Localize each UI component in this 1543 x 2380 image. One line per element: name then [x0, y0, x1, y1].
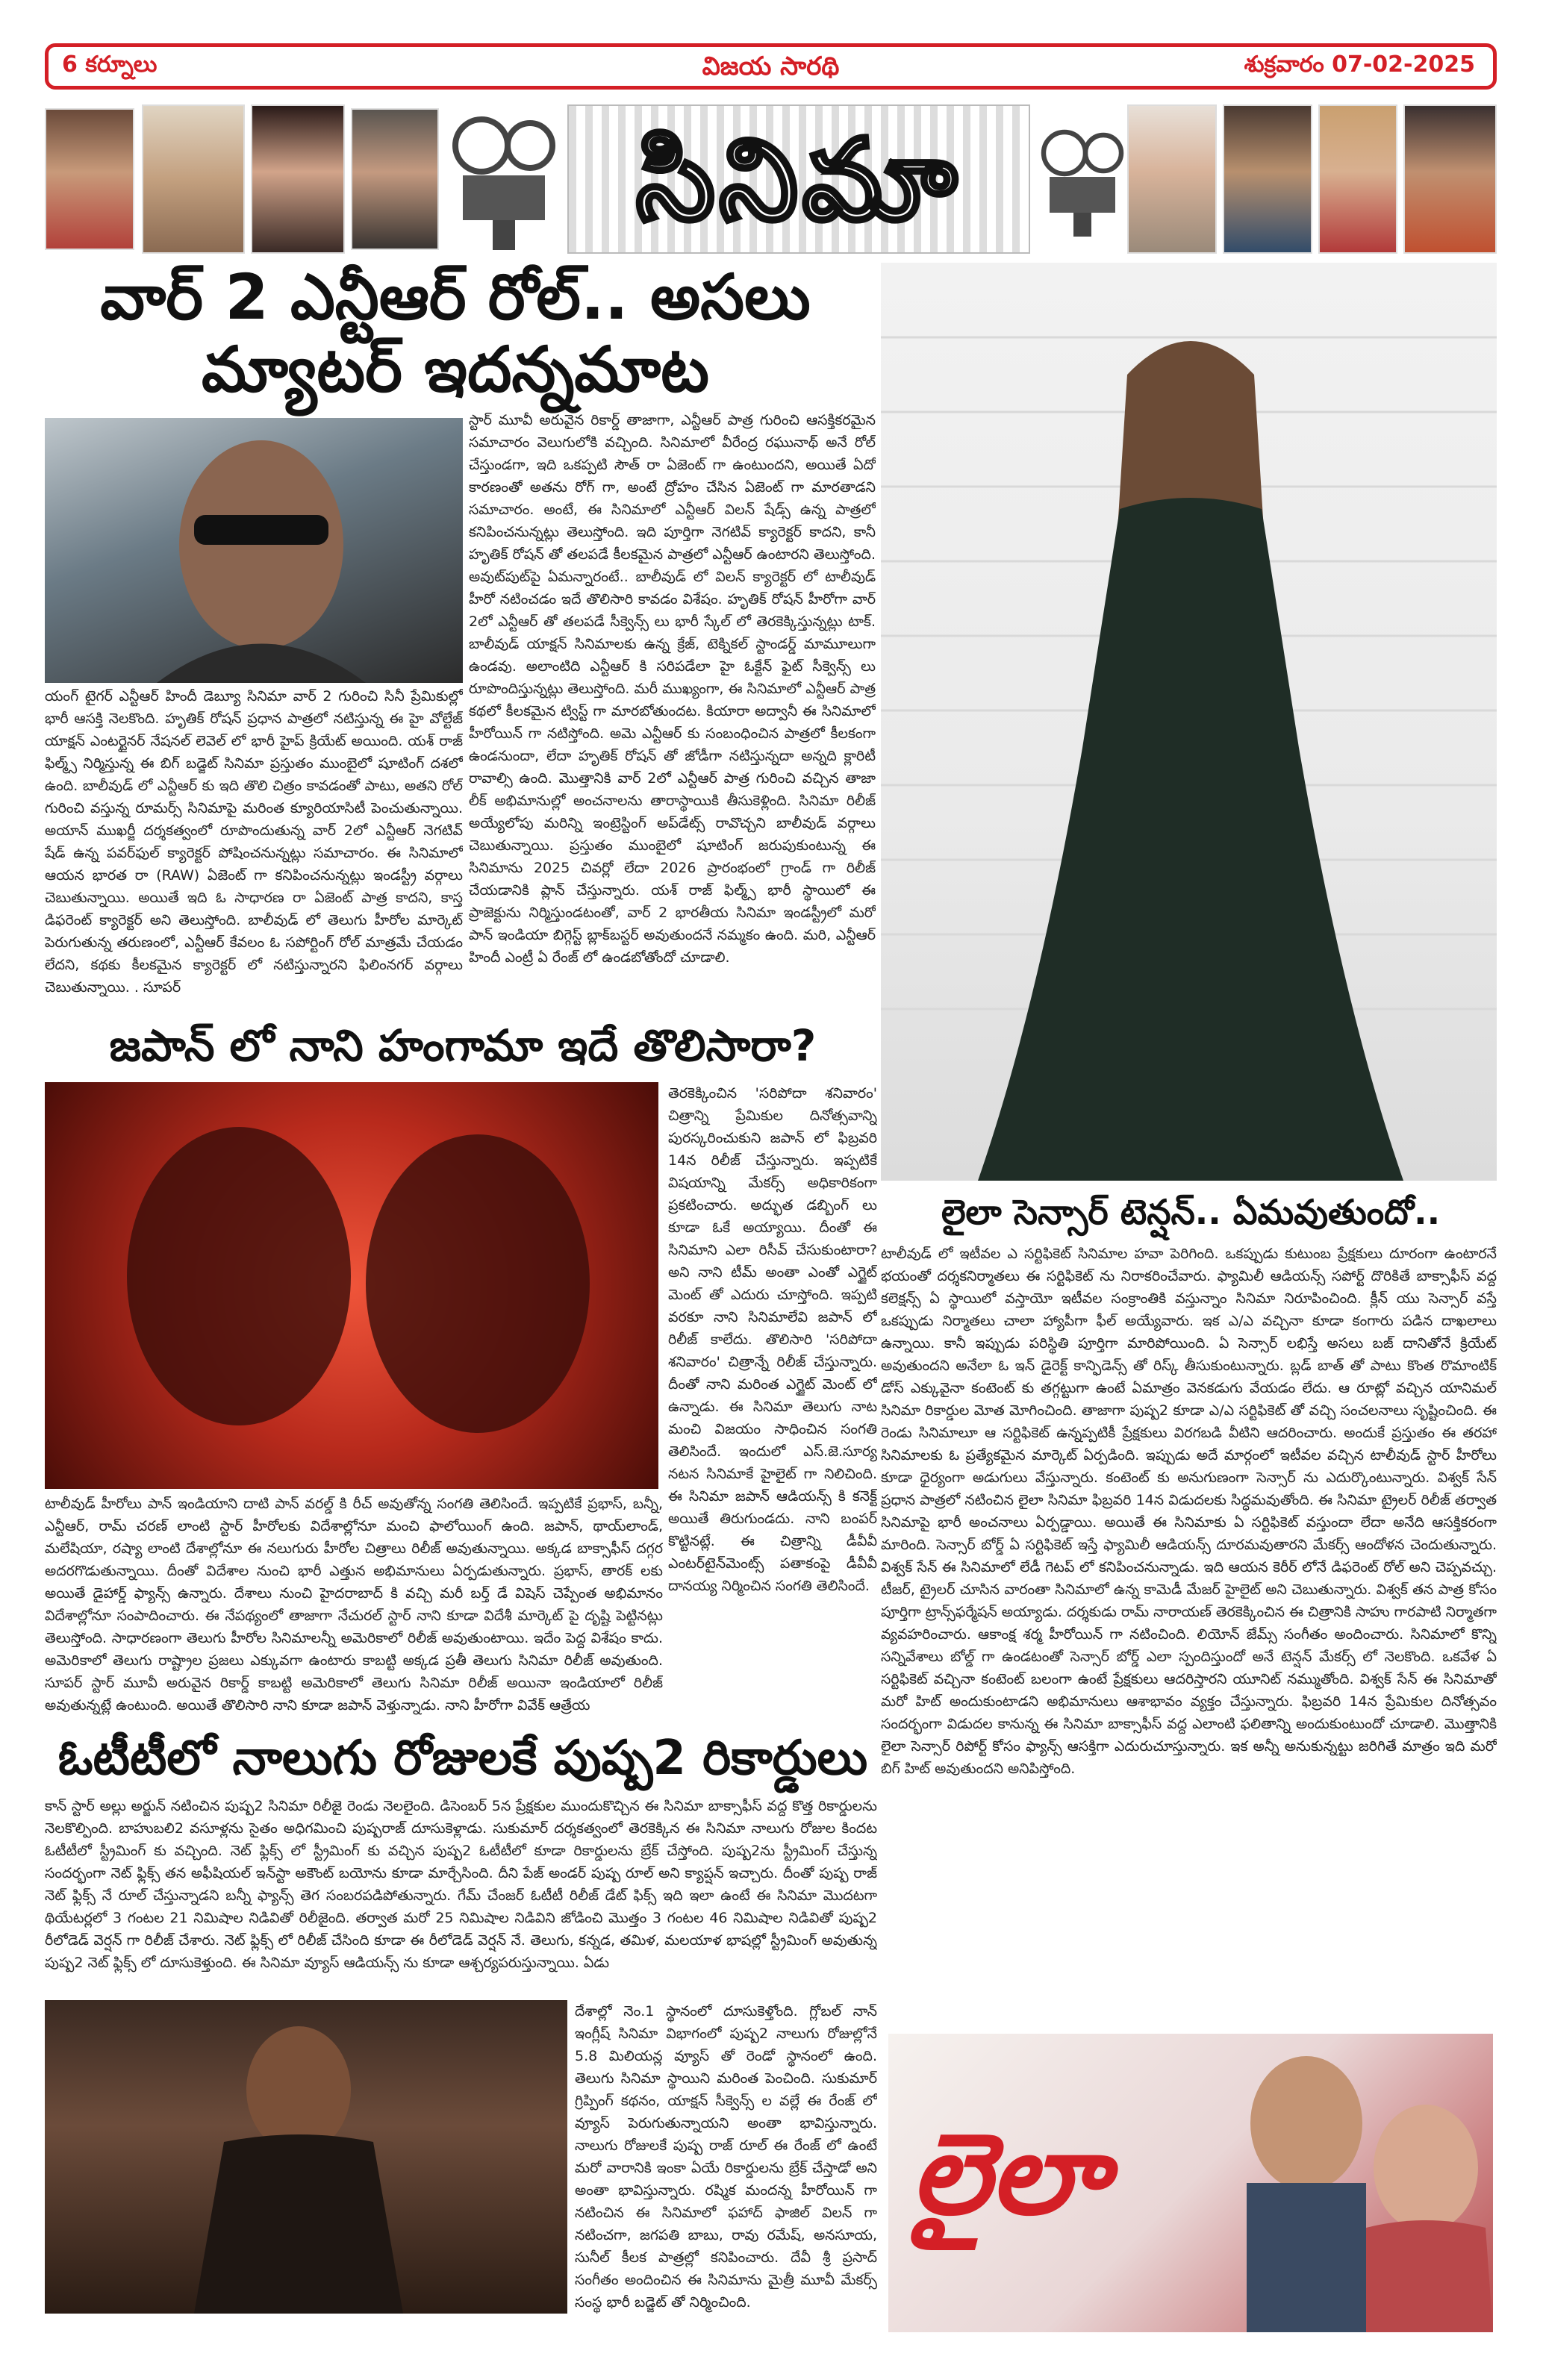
laila-text: టాలీవుడ్ లో ఇటీవల ఎ సర్టిఫికెట్ సినిమాల హవా పెరిగింది. ఒకప్పుడు కుటుంబ ప్రేక్షకులు దూరంగా ఉంటారనే భయంతో దర్శకనిర్మాతలు ఈ సర్టిఫికెట్ ను నిరాకరించేవారు. ఫ్యామిలీ ఆడియన్స్ సపోర్ట్ దొరికితే బాక్సాఫీస్ వద్ద కలెక్షన్స్ ఏ స్థాయిలో వస్తాయో ఇటీవల సంక్రాంతికి వస్తున్నాం సినిమా నిరూపించింది. క్లీన్ యు సెన్సార్ వస్తే ఒకప్పుడు నిర్మాతలు చాలా హ్యాపీగా ఫీల్ అయ్యేవారు. ఇక ఎ/ఎ వచ్చినా కూడా కంగారు పడిన దాఖలాలు ఉన్నాయి. కానీ ఇప్పుడు పరిస్థితి పూర్తిగా మారిపోయింది. ఏ సెన్సార్ లభిస్తే అసలు బజ్ దానితోనే క్రియేట్ అవుతుందని అనేలా ఓ ఇన్ డైరెక్ట్ కాన్ఫిడెన్స్ తో రిస్క్ తీసుకుంటున్నారు. బ్లడ్ బాత్ తో పాటు కొంత రొమాంటిక్ డోస్ ఎక్కువైనా కంటెంట్ కు తగ్గట్టుగా ఉంటే ఏమాత్రం వెనకడుగు వేయడం లేదు. ఆ రూట్లో వచ్చిన యానిమల్ సినిమా రికార్డుల మోత మోగించింది. తాజాగా పుష్ప2 కూడా ఎ/ఎ సర్టిఫికెట్ తో వచ్చి సంచలనాలు సృష్టించింది. ఈ రెండు సినిమాలూ ఆ సర్టిఫికెట్ ఉన్నప్పటికీ ప్రేక్షకులు విరగబడి వీటిని ఆదరించారు. అందుకే ప్రస్తుతం ఈ తరహా సినిమాలకు ఓ ప్రత్యేకమైన మార్కెట్ ఏర్పడింది. ఇప్పుడు అదే మార్గంలో ఇటీవల వచ్చిన టాలీవుడ్ స్టార్ హీరోలు కూడా ధైర్యంగా అడుగులు వేస్తున్నారు. కంటెంట్ కు అనుగుణంగా సెన్సార్ ను ఎదుర్కొంటున్నారు. విశ్వక్ సేన్ ప్రధాన పాత్రలో నటించిన లైలా సినిమా ఫిబ్రవరి 14న విడుదలకు సిద్ధమవుతోంది. ఈ సినిమా ట్రైలర్ రిలీజ్ తర్వాత సినిమాపై భారీ అంచనాలు ఏర్పడ్డాయి. అయితే ఈ సినిమాకు ఏ సర్టిఫికెట్ వస్తుందా లేదా అనేది ఆసక్తికరంగా మారింది. సెన్సార్ బోర్డ్ ఏ సర్టిఫికెట్ ఇస్తే ఫ్యామిలీ ఆడియన్స్ దూరమవుతారని మేకర్స్ ఆందోళన చెందుతున్నారు. విశ్వక్ సేన్ ఈ సినిమాలో లేడీ గెటప్ లో కనిపించనున్నాడు. ఇది ఆయన కెరీర్ లోనే డిఫరెంట్ రోల్ అని చెప్పవచ్చు. టీజర్, ట్రైలర్ చూసిన వారంతా సినిమాలో ఉన్న కామెడీ మేజర్ హైలైట్ అని చెబుతున్నారు. విశ్వక్ తన పాత్ర కోసం పూర్తిగా ట్రాన్స్‌ఫర్మేషన్ అయ్యాడు. దర్శకుడు రామ్ నారాయణ్ తెరకెక్కించిన ఈ చిత్రానికి సాహు గారపాటి నిర్మాతగా వ్యవహరించారు. ఆకాంక్ష శర్మ హీరోయిన్ గా నటించింది. లియోన్ జేమ్స్ సంగీతం అందించారు. సినిమాలో కొన్ని సన్నివేశాలు బోల్డ్ గా ఉండటంతో సెన్సార్ బోర్డ్ ఎలా స్పందిస్తుందో అనే టెన్షన్ మేకర్స్ లో నెలకొంది. ఒకవేళ ఏ సర్టిఫికెట్ వచ్చినా కంటెంట్ బలంగా ఉంటే ప్రేక్షకులు ఆదరిస్తారని యూనిట్ నమ్ముతోంది. విశ్వక్ సేన్ ఈ సినిమాతో మరో హిట్ అందుకుంటాడని అభిమానులు ఆశాభావం వ్యక్తం చేస్తున్నారు. ఫిబ్రవరి 14న ప్రేమికుల దినోత్సవం సందర్భంగా విడుదల కానున్న ఈ సినిమా బాక్సాఫీస్ వద్ద ఎలాంటి ఫలితాన్ని అందుకుంటుందో చూడాలి. మొత్తానికి లైలా సెన్సార్ రిపోర్ట్ కోసం ఫ్యాన్స్ ఆసక్తిగా ఎదురుచూస్తున్నారు. ఇక అన్నీ అనుకున్నట్టు జరిగితే మాత్రం ఇది మరో బిగ్ హిట్ అవుతుందని అనిపిస్తోంది.	[881, 1246, 1497, 1778]
actress-photo	[881, 263, 1497, 1181]
pushpa-text-top: కాన్ స్టార్ అల్లు అర్జున్ నటించిన పుష్ప2 సినిమా రిలీజై రెండు నెలలైంది. డిసెంబర్ 5న ప్రేక్షకుల ముందుకొచ్చిన ఈ సినిమా బాక్సాఫీస్ వద్ద కొత్త రికార్డులను నెలకొల్పింది. బాహుబలి2 వసూళ్లను సైతం అధిగమించి పుష్పరాజ్ దూసుకెళ్లాడు. సుకుమార్ దర్శకత్వంలో తెరకెక్కిన ఈ సినిమా నాలుగు రోజుల కిందట ఓటీటీలో స్ట్రీమింగ్ కు వచ్చింది. నెట్ ఫ్లిక్స్ లో స్ట్రీమింగ్ కు వచ్చిన పుష్ప2 ఓటీటీలో కూడా రికార్డులను బ్రేక్ చేస్తోంది. పుష్ప2ను స్ట్రీమింగ్ చేస్తున్న సందర్భంగా నెట్ ఫ్లిక్స్ తన అఫీషియల్ ఇన్‌స్టా అకౌంట్ బయోను కూడా మార్చేసింది. దీని పేజ్ అండర్ పుష్ప రూల్ అని క్యాప్షన్ ఇచ్చారు. దీంతో పుష్ప రాజ్ నెట్ ఫ్లిక్స్ నే రూల్ చేస్తున్నాడని బన్నీ ఫ్యాన్స్ తెగ సంబరపడిపోతున్నారు. గేమ్ చేంజర్ ఓటీటీ రిలీజ్ డేట్ ఫిక్స్ ఇది ఇలా ఉంటే ఈ సినిమా మొదటగా థియేటర్లలో 3 గంటల 21 నిమిషాల నిడివితో రిలీజైంది. తర్వాత మరో 25 నిమిషాల నిడివిని జోడించి మొత్తం 3 గంటల 46 నిమిషాల నిడివితో పుష్ప2 రీలోడెడ్ వెర్షన్ గా రిలీజ్ చేశారు. నెట్ ఫ్లిక్స్ లో రిలీజ్ చేసింది కూడా ఈ రీలోడెడ్ వెర్షన్ నే. తెలుగు, కన్నడ, తమిళ, మలయాళ భాషల్లో స్ట్రీమింగ్ అవుతున్న పుష్ప2 నెట్ ఫ్లిక్స్ లో దూసుకెళ్తుంది. ఈ సినిమా వ్యూస్ ఆడియన్స్ ను కూడా ఆశ్చర్యపరుస్తున్నాయి. ఏడు	[45, 1798, 877, 1972]
war2-text-right: స్టార్ మూవీ అరువైన రికార్డ్ తాజాగా, ఎన్టీఆర్ పాత్ర గురించి ఆసక్తికరమైన సమాచారం వెలుగులోకి వచ్చింది. సినిమాలో వీరేంద్ర రఘునాథ్ అనే రోల్ చేస్తుండగా, ఇది ఒకప్పటి సౌత్ రా ఏజెంట్ గా ఉంటుందని, అయితే ఏదో కారణంతో అతను రోగ్ గా, అంటే ద్రోహం చేసిన ఏజెంట్ గా మారతాడని సమాచారం. అంటే, ఈ సినిమాలో ఎన్టీఆర్ విలన్ షేడ్స్ ఉన్న పాత్రలో కనిపించనున్నట్లు తెలుస్తోంది. ఇది పూర్తిగా నెగటివ్ క్యారెక్టర్ కాదని, కానీ హృతిక్ రోషన్ తో తలపడే కీలకమైన పాత్రలో ఎన్టీఆర్ ఉంటారని తెలుస్తోంది. అవుట్‌పుట్‌పై ఏమన్నారంటే.. బాలీవుడ్ లో విలన్ క్యారెక్టర్ లో టాలీవుడ్ హీరో నటించడం ఇదే తొలిసారి కావడం విశేషం. హృతిక్ రోషన్ హీరోగా వార్ 2లో ఎన్టీఆర్ తో తలపడే సీక్వెన్స్ లు భారీ స్కేల్ లో తెరకెక్కిస్తున్నట్లు టాక్. బాలీవుడ్ యాక్షన్ సినిమాలకు ఉన్న క్రేజ్, టెక్నికల్ స్టాండర్డ్ మామూలుగా ఉండవు. అలాంటిది ఎన్టీఆర్ కి సరిపడేలా హై ఓక్టేన్ ఫైట్ సీక్వెన్స్ లు రూపొందిస్తున్నట్లు తెలుస్తోంది. మరీ ముఖ్యంగా, ఈ సినిమాలో ఎన్టీఆర్ పాత్ర కథలో కీలకమైన ట్విస్ట్ గా మారబోతుందట. కియారా అద్వానీ ఈ సినిమాలో హీరోయిన్ గా నటిస్తోంది. అమె ఎన్టీఆర్ కు సంబంధించిన పాత్రలో కీలకంగా ఉండనుందా, లేదా హృతిక్ రోషన్ తో జోడీగా నటిస్తున్నదా అన్నది క్లారిటీ రావాల్సి ఉంది. మొత్తానికి వార్ 2లో ఎన్టీఆర్ పాత్ర గురించి వచ్చిన తాజా లీక్ అభిమానుల్లో అంచనాలను తారాస్థాయికి తీసుకెళ్లింది. సినిమా రిలీజ్ అయ్యేలోపు మరిన్ని ఇంట్రెస్టింగ్ అప్‌డేట్స్ రావొచ్చని బాలీవుడ్ వర్గాలు చెబుతున్నాయి. ప్రస్తుతం ముంబైలో షూటింగ్ జరుపుకుంటున్న ఈ సినిమాను 2025 చివర్లో లేదా 2026 ప్రారంభంలో గ్రాండ్ గా రిలీజ్ చేయడానికి ప్లాన్ చేస్తున్నారు. యశ్ రాజ్ ఫిల్మ్స్ భారీ స్థాయిలో ఈ ప్రాజెక్టును నిర్మిస్తుండటంతో, వార్ 2 భారతీయ సినిమా ఇండస్ట్రీలో మరో పాన్ ఇండియా బిగ్గెస్ట్ బ్లాక్‌బస్టర్ అవుతుందనే నమ్మకం ఉంది. మరి, ఎన్టీఆర్ హిందీ ఎంట్రీ ఏ రేంజ్ లో ఉండబోతోందో చూడాలి.	[469, 412, 876, 966]
banner-portrait-8	[1403, 104, 1497, 254]
banner-portrait-5	[1127, 104, 1217, 254]
header-bar	[45, 43, 1497, 90]
banner-portrait-2	[142, 104, 245, 254]
issue-date: శుక్రవారం 07-02-2025	[1244, 51, 1475, 78]
banner-portrait-7	[1318, 104, 1397, 254]
saripodhaa-sanivaaram-still	[45, 1082, 658, 1489]
section-title: సినిమా	[636, 116, 961, 246]
japan-text-bottom: టాలీవుడ్ హీరోలు పాన్ ఇండియాని దాటి పాన్ వరల్డ్ కి రీచ్ అవుతోన్న సంగతి తెలిసిందే. ఇప్పటికే ప్రభాస్, బన్నీ, ఎన్టీఆర్, రామ్ చరణ్ లాంటి స్టార్ హీరోలకు విదేశాల్లోనూ మంచి ఫాలోయింగ్ ఉంది. జపాన్, థాయ్‌లాండ్, మలేషియా, రష్యా లాంటి దేశాల్లోనూ ఈ నలుగురు హీరోల చిత్రాలు రిలీజ్ అవుతున్నాయి. అక్కడ బాక్సాఫీస్ దగ్గర అదరగొడుతున్నాయి. దీంతో విదేశాల నుంచి భారీ ఎత్తున అభిమానులు ఏర్పడుతున్నారు. ప్రభాస్, తారక్ లకు అయితే డైహార్డ్ ఫ్యాన్స్ ఉన్నారు. దేశాలు నుంచి హైదరాబాద్ కి వచ్చి మరీ బర్త్ డే విషెస్ చెప్పేంత అభిమానం విదేశాల్లోనూ సంపాదించారు. ఈ నేపథ్యంలో తాజాగా నేచురల్ స్టార్ నాని కూడా విదేశీ మార్కెట్ పై దృష్టి పెట్టినట్లు తెలుస్తోంది. సాధారణంగా తెలుగు హీరోల సినిమాలన్నీ అమెరికాలో రిలీజ్ అవుతుంటాయి. ఇదేం పెద్ద విశేషం కాదు. అమెరికాలో తెలుగు రాష్ట్రాల ప్రజలు ఎక్కువగా ఉంటారు కాబట్టి అక్కడ ప్రతీ తెలుగు సినిమా రిలీజ్ అవుతుంది. సూపర్ స్టార్ మూవీ అరువైన రికార్డ్ కాబట్టి అమెరికాలో తెలుగు సినిమా రిలీజ్ అయినా ఇండియాలో రిలీజ్ అవుతున్నట్లే ఉంటుంది. అయితే తొలిసారి నాని కూడా జపాన్ వెళ్తున్నాడు. నాని హీరోగా వివేక్ ఆత్రేయ	[45, 1496, 663, 1714]
banner-portrait-6	[1223, 104, 1312, 254]
war2-text-left: యంగ్ టైగర్ ఎన్టీఆర్ హిందీ డెబ్యూ సినిమా వార్ 2 గురించి సినీ ప్రేమికుల్లో భారీ ఆసక్తి నెలకొంది. హృతిక్ రోషన్ ప్రధాన పాత్రలో నటిస్తున్న ఈ హై వోల్టేజ్ యాక్షన్ ఎంటర్టైనర్ నేషనల్ లెవెల్ లో భారీ హైప్ క్రియేట్ అయింది. యశ్ రాజ్ ఫిల్మ్స్ నిర్మిస్తున్న ఈ బిగ్ బడ్జెట్ సినిమా ప్రస్తుతం ముంబైలో షూటింగ్ దశలో ఉంది. బాలీవుడ్ లో ఎన్టీఆర్ కు ఇది తొలి చిత్రం కావడంతో పాటు, అతని రోల్ గురించి వస్తున్న రూమర్స్ సినిమాపై మరింత క్యూరియాసిటీ పెంచుతున్నాయి. అయాన్ ముఖర్జీ దర్శకత్వంలో రూపొందుతున్న వార్ 2లో ఎన్టీఆర్ నెగటివ్ షేడ్ ఉన్న పవర్‌ఫుల్ క్యారెక్టర్ పోషించనున్నట్లు సమాచారం. ఈ సినిమాలో ఆయన భారత రా (RAW) ఏజెంట్ గా కనిపించనున్నట్లు ఇండస్ట్రీ వర్గాలు చెబుతున్నాయి. అయితే ఇది ఓ సాధారణ రా ఏజెంట్ పాత్ర కాదని, కాస్త డిఫరెంట్ క్యారెక్టర్ అని తెలుస్తోంది. బాలీవుడ్ లో తెలుగు హీరోల మార్కెట్ పెరుగుతున్న తరుణంలో, ఎన్టీఆర్ కేవలం ఓ సపోర్టింగ్ రోల్ మాత్రమే చేయడం లేదని, కథకు కీలకమైన క్యారెక్టర్ లో నటిస్తున్నారని ఫిలింనగర్ వర్గాలు చెబుతున్నాయి. . సూపర్	[45, 688, 463, 996]
banner-portrait-1	[45, 108, 134, 250]
laila-logo-text: లైలా	[911, 2108, 1108, 2240]
japan-text-right: తెరకెక్కించిన 'సరిపోదా శనివారం' చిత్రాన్ని ప్రేమికుల దినోత్సవాన్ని పురస్కరించుకుని జపాన్ లో ఫిబ్రవరి 14న రిలీజ్ చేస్తున్నారు. ఇప్పటికే విషయాన్ని మేకర్స్ అధికారికంగా ప్రకటించారు. అద్భుత డబ్బింగ్ లు కూడా ఓకే అయ్యాయి. దీంతో ఈ సినిమాని ఎలా రిసీవ్ చేసుకుంటారా? అని నాని టీమ్ అంతా ఎంతో ఎగ్జైట్ మెంట్ తో ఎదురు చూస్తోంది. ఇప్పటి వరకూ నాని సినిమాలేవి జపాన్ లో రిలీజ్ కాలేదు. తొలిసారి 'సరిపోదా శనివారం' చిత్రాన్నే రిలీజ్ చేస్తున్నారు. దీంతో నాని మరింత ఎగ్జైట్ మెంట్ లో ఉన్నాడు. ఈ సినిమా తెలుగు నాట మంచి విజయం సాధించిన సంగతి తెలిసిందే. ఇందులో ఎస్.జె.సూర్య నటన సినిమాకే హైలైట్ గా నిలిచింది. ఈ సినిమా జపాన్ ఆడియన్స్ కి కనెక్ట్ అయితే తిరుగుండదు. నాని బంపర్ కొట్టినట్లే. ఈ చిత్రాన్ని డీవీవీ ఎంటర్‌టైన్‌మెంట్స్ పతాకంపై డీవీవీ దానయ్య నిర్మించిన సంగతి తెలిసిందే.	[668, 1085, 877, 1595]
newspaper-name: విజయ సారథి	[702, 51, 840, 81]
laila-poster	[888, 2034, 1493, 2332]
page-number-city: 6 కర్నూలు	[62, 51, 158, 78]
film-projector-icon	[448, 112, 560, 254]
banner-portrait-4	[351, 108, 439, 250]
japan-nani-headline: జపాన్ లో నాని హంగామా ఇదే తొలిసారా?	[109, 1020, 817, 1071]
banner-portrait-3	[251, 104, 345, 254]
jr-ntr-photo	[45, 418, 463, 683]
pushpa2-ott-headline: ఓటీటీలో నాలుగు రోజులకే పుష్ప2 రికార్డులు	[57, 1731, 868, 1786]
cinema-section-banner	[567, 104, 1030, 254]
laila-headline: లైలా సెన్సార్ టెన్షన్.. ఏమవుతుందో..	[941, 1192, 1441, 1232]
war2-headline: వార్ 2 ఎన్టీఆర్ రోల్.. అసలు మ్యాటర్ ఇదన్నమాట	[100, 260, 811, 406]
pushpa-text-right: దేశాల్లో నెం.1 స్థానంలో దూసుకెళ్తోంది. గ్లోబల్ నాన్ ఇంగ్లీష్ సినిమా విభాగంలో పుష్ప2 నాలుగు రోజుల్లోనే 5.8 మిలియన్ల వ్యూస్ తో రెండో స్థానంలో ఉంది. తెలుగు సినిమా స్థాయిని మరింత పెంచింది. సుకుమార్ గ్రిప్పింగ్ కథనం, యాక్షన్ సీక్వెన్స్ ల వల్లే ఈ రేంజ్ లో వ్యూస్ పెరుగుతున్నాయని అంతా భావిస్తున్నారు. నాలుగు రోజులకే పుష్ప రాజ్ రూల్ ఈ రేంజ్ లో ఉంటే మరో వారానికి ఇంకా ఏయే రికార్డులను బ్రేక్ చేస్తాడో అని అంతా భావిస్తున్నారు. రష్మిక మందన్న హీరోయిన్ గా నటించిన ఈ సినిమాలో ఫహాద్ ఫాజిల్ విలన్ గా నటించగా, జగపతి బాబు, రావు రమేష్, అనసూయ, సునీల్ కీలక పాత్రల్లో కనిపించారు. దేవీ శ్రీ ప్రసాద్ సంగీతం అందించిన ఈ సినిమాను మైత్రీ మూవీ మేకర్స్ సంస్థ భారీ బడ్జెట్ తో నిర్మించింది.	[575, 2003, 877, 2311]
film-projector-icon-right	[1038, 112, 1127, 254]
pushpa2-still	[45, 2000, 567, 2314]
